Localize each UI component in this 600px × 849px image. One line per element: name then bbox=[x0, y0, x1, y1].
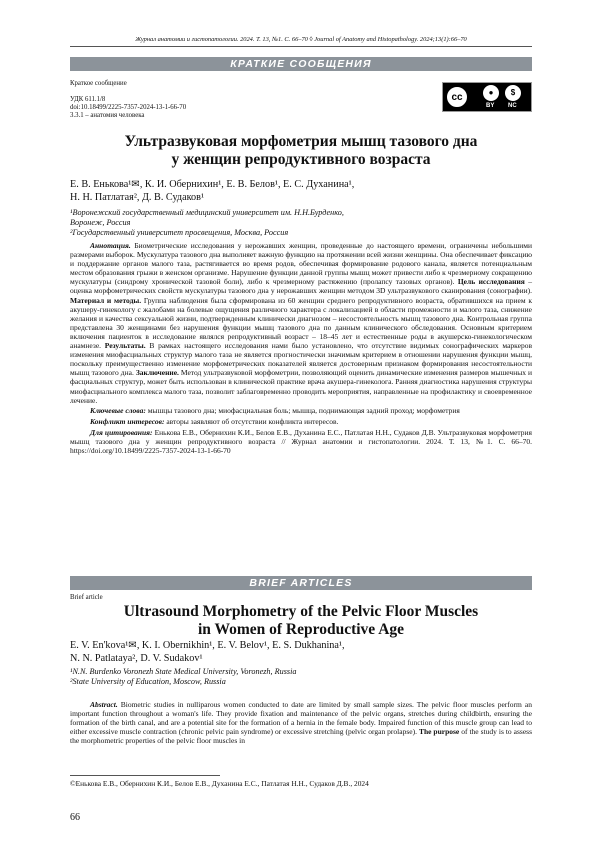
cc-license-badge[interactable] bbox=[442, 82, 532, 112]
abstract-en: Abstract. Biometric studies in nulliparous women conducted to date are limited by small sample sizes. The pelvic floor muscles perform an important function throughout a woman's life. They provide fixation and maintenance of the pelvic organs, stretches during childbirth, ensuring the formation of the birth canal, and are a potential site for the formation of a hernia in the female body. Impaired function of this muscle group can lead to either excessive muscle contraction (chronic pelvic pain syndrome) or excessive stretching (pelvic organ prolapse). The purpose of the study is to assess the morphometric properties of the pelvic floor muscles in bbox=[70, 700, 532, 746]
running-header: Журнал анатомии и гистопатологии. 2024. Т. 13, №1. С. 66–70 ◊ Journal of Anatomy and Histopathology. 2024;13(1):66–70 bbox=[70, 36, 532, 47]
doi[interactable]: doi:10.18499/2225-7357-2024-13-1-66-70 bbox=[70, 104, 187, 111]
nc-dollar-icon: $ bbox=[505, 85, 521, 101]
section-band-en: BRIEF ARTICLES bbox=[70, 576, 532, 590]
nc-label: NC bbox=[508, 103, 517, 109]
specialty-code: 3.3.1 – анатомия человека bbox=[70, 112, 145, 119]
authors-ru: Е. В. Енькова¹✉, К. И. Обернихин¹, Е. В. Белов¹, Е. С. Духанина¹, Н. Н. Патлатая², Д. В. Судаков¹ bbox=[70, 179, 355, 203]
article-type-ru: Краткое сообщение bbox=[70, 80, 127, 87]
cc-icon: cc bbox=[446, 86, 468, 108]
section-band-ru: КРАТКИЕ СООБЩЕНИЯ bbox=[70, 57, 532, 71]
page-number: 66 bbox=[70, 812, 80, 823]
affiliations-ru: ¹Воронежский государственный медицинский университет им. Н.Н.Бурденко, Воронеж, Россия ²Государственный университет просвещения, Москва, Россия bbox=[70, 208, 344, 238]
title-ru: Ультразвуковая морфометрия мышц тазового дна у женщин репродуктивного возраста bbox=[124, 133, 478, 168]
authors-en: E. V. En'kova¹✉, K. I. Obernikhin¹, E. V. Belov¹, E. S. Dukhanina¹, N. N. Patlataya², D. V. Sudakov¹ bbox=[70, 640, 345, 664]
article-type-en: Brief article bbox=[70, 594, 103, 601]
affiliations-en: ¹N.N. Burdenko Voronezh State Medical University, Voronezh, Russia ²State University of Education, Moscow, Russia bbox=[70, 667, 297, 687]
udk-code: УДК 611.1/8 bbox=[70, 96, 106, 103]
footnote-divider bbox=[70, 775, 220, 776]
by-label: BY bbox=[486, 103, 495, 109]
by-person-icon: ● bbox=[483, 85, 499, 101]
copyright-footnote: ©Енькова Е.В., Обернихин К.И., Белов Е.В., Духанина Е.С., Патлатая Н.Н., Судаков Д.В., 2024 bbox=[70, 779, 369, 788]
title-en: Ultrasound Morphometry of the Pelvic Floor Muscles in Women of Reproductive Age bbox=[123, 603, 479, 638]
abstract-ru: Аннотация. Биометрические исследования у нерожавших женщин, проведенные до настоящего времени, ограничены небольшими размерами выборок. Мускулатура тазового дна выполняет важную функцию на протяжении всей жизни женщины. Она обеспечивает фиксацию и поддержание органов малого таза, растягивается во время родов, обеспечивая формирование родового канала, является потенциальным местом образования грыжи в женском организме. Нарушение функции данной группы мышц может привести либо к чрезмерному сокращению мускулатуры (синдрому хронической тазовой боли), либо к чрезмерному растяжению (пролапсу тазовых органов). Цель исследования – оценка морфометрических свойств мускулатуры тазового дна у нерожавших женщин методом 3D ультразвукового сканирования (сонографии). Материал и методы. Группа наблюдения была сформирована из 60 женщин среднего репродуктивного возраста, обратившихся на прием к акушеру-гинекологу с жалобами на болевые ощущения различного характера с локализацией в области промежности и малого таза, снижение желания и качества сексуальной жизни, подтвержденным клинически диагнозом – несостоятельность мышц тазового дна. Контрольная группа представлена 30 женщинами без нарушения функции мышц тазового дна по данным клинического обследования. Основным критерием включения пациенток в исследование являлся репродуктивный возраст – 18–45 лет и естественные роды в акушерско-гинекологическом анамнезе. Результаты. В рамках настоящего исследования нами было установлено, что отсутствие видимых сонографических маркеров изменения миофасциальных структур малого таза не является прогностически значимым критерием в отношении нарушения функции мышц, поскольку преимущественно изменение морфометрических показателей является достоверным признаком формирования несостоятельности мышц тазового дна. Заключение. Метод ультразвуковой морфометрии, позволяющий оценить динамические изменения размеров мышечных и фасциальных структур, может быть использован в клинической практике врача акушера-гинеколога. Ранняя диагностика нарушения структуры миофасциального комплекса малого таза, позволит заблаговременно проводить мероприятия, направленные на профилактику и своевременное лечение. Ключевые слова: мышцы тазового дна; миофасциальная боль; мышца, поднимающая задний проход; морфометрия Конфликт интересов: авторы заявляют об отсутствии конфликта интересов. Для цитирования: Енькова Е.В., Обернихин К.И., Белов Е.В., Духанина Е.С., Патлатая Н.Н., Судаков Д.В. Ультразвуковая морфометрия мышц тазового дна у женщин репродуктивного возраста // Журнал анатомии и гистопатологии. 2024. Т. 13, №1. С. 66–70. https://doi.org/10.18499/2225-7357-2024-13-1-66-70 bbox=[70, 241, 532, 456]
